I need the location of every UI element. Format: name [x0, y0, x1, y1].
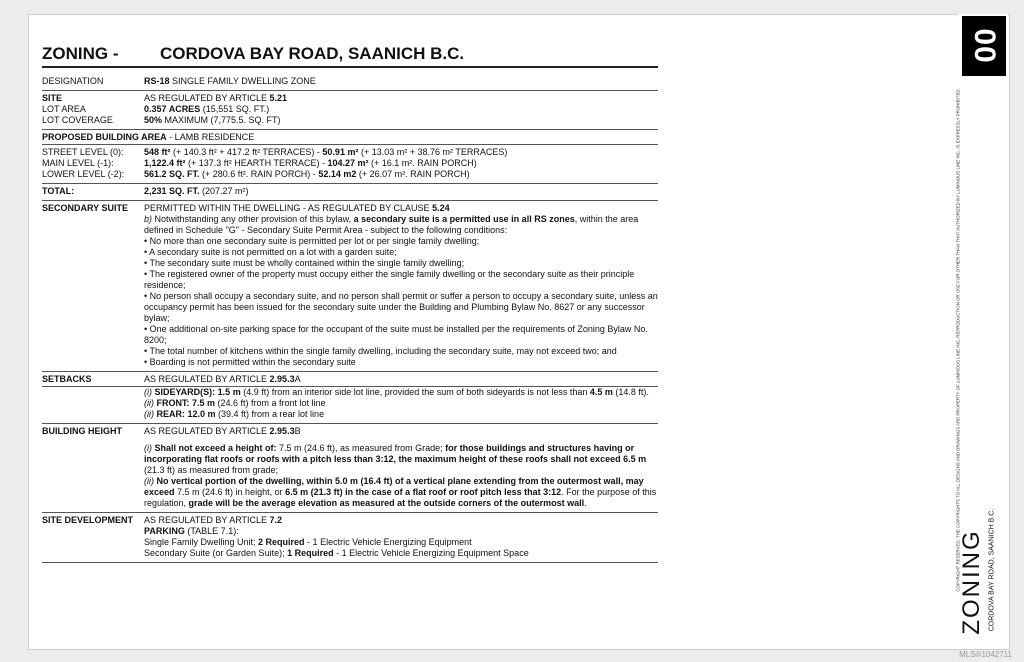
- secondary-suite-section: [42, 201, 658, 372]
- site-regulation: AS REGULATED BY ARTICLE 5.21: [144, 93, 288, 103]
- site-development-body: AS REGULATED BY ARTICLE 7.2 PARKING (TABLE 7.1): Single Family Dwelling Unit; 2 Required - 1 Electric Vehicle Energizing Equipment Secondary Suite (or Garden Suite); 1 Required - 1 Electric Vehicle Energizing Equipment Space: [144, 515, 529, 558]
- list-item: • The registered owner of the property must occupy either the single family dwelling or the secondary suite as their principle residence;: [144, 269, 635, 290]
- page-number-badge: 00: [962, 16, 1006, 76]
- list-item: • The secondary suite must be wholly contained within the single family dwelling;: [144, 258, 465, 268]
- site-label: SITE: [42, 93, 63, 103]
- setbacks-label: SETBACKS: [42, 374, 92, 384]
- title-address: CORDOVA BAY ROAD, SAANICH B.C.: [160, 44, 465, 63]
- list-item: (i) SIDEYARD(S): 1.5 m (4.9 ft) from an interior side lot line, provided the sum of both sideyards is not less than 4.5 m (14.8 ft).: [144, 387, 649, 397]
- sheet-address: CORDOVA BAY ROAD, SAANICH B.C.: [988, 508, 996, 632]
- title-prefix: ZONING -: [42, 44, 119, 63]
- building-area-heading: PROPOSED BUILDING AREA - LAMB RESIDENCE: [42, 132, 255, 142]
- site-section: [42, 91, 658, 130]
- secondary-suite-body: PERMITTED WITHIN THE DWELLING - AS REGULATED BY CLAUSE 5.24 b) Notwithstanding any other provision of this bylaw, a secondary suite is a permitted use in all RS zones, within the area defined in Schedule "G" - Secondary Suite Permit Area - subject to the following conditions: • No more than one secondary suite is permitted per lot or per single family dwelling; • A secondary suite is not permitted on a lot with a garden suite; • The secondary suite must be wholly contained within the single family dwelling; • The registered owner of the property must occupy either the single family dwelling or the secondary suite as their principle residence; • No person shall occupy a secondary suite, and no person shall permit or suffer a person to occupy a secondary suite, unless an occupancy permit has been issued for the secondary suite under the Building and Plumbing Bylaw No. 8627 or any successor bylaw; • One additional on-site parking space for the occupant of the suite must be installed per the requirements of Zoning Bylaw No. 8200; • The total number of kitchens within the single family dwelling, including the secondary suite, may not exceed two; and • Boarding is not permitted within the secondary suite: [144, 203, 658, 367]
- building-height-label: BUILDING HEIGHT: [42, 426, 122, 436]
- list-item: (ii) FRONT: 7.5 m (24.6 ft) from a front lot line: [144, 398, 326, 408]
- zoning-table: [42, 74, 658, 563]
- lot-coverage-label: LOT COVERAGE: [42, 115, 113, 125]
- total-value: 2,231 SQ. FT. (207.27 m²): [144, 186, 249, 196]
- list-item: • A secondary suite is not permitted on a lot with a garden suite;: [144, 247, 397, 257]
- building-height-body: AS REGULATED BY ARTICLE 2.95.3B (i) Shall not exceed a height of: 7.5 m (24.6 ft), as measured from Grade; for those buildings and structures having or incorporating flat roofs or roofs with a pitch less than 3:12, the maximum height of these roofs shall not exceed 6.5 m (21.3 ft) as measured from grade; (ii) No vertical portion of the dwelling, within 5.0 m (16.4 ft) of a vertical plane extending from the outermost wall, may exceed 7.5 m (24.6 ft) in height, or 6.5 m (21.3 ft) in the case of a flat roof or roof pitch less that 3:12. For the purpose of this regulation, grade will be the average elevation as measured at the outside corners of the outermost wall.: [144, 426, 657, 508]
- sheet-title: ZONING: [958, 529, 985, 635]
- secondary-suite-label: SECONDARY SUITE: [42, 203, 129, 213]
- list-item: (ii) REAR: 12.0 m (39.4 ft) from a rear lot line: [144, 409, 325, 419]
- building-area-section: [42, 130, 658, 184]
- area-row: MAIN LEVEL (-1): 1,122.4 ft² (+ 137.3 ft² HEARTH TERRACE) - 104.27 m² (+ 16.1 m². RAIN PORCH): [42, 158, 477, 168]
- list-item: • No person shall occupy a secondary suite, and no person shall permit or suffer a person to occupy a secondary suite, unless an occupancy permit has been issued for the secondary suite under the Building and Plumbing Bylaw No. 8627 or any successor bylaw;: [144, 291, 658, 323]
- site-development-section: [42, 513, 658, 563]
- list-item: • Boarding is not permitted within the secondary suite: [144, 357, 356, 367]
- site-development-label: SITE DEVELOPMENT: [42, 515, 134, 525]
- lot-area-label: LOT AREA: [42, 104, 86, 114]
- lot-coverage-value: 50% MAXIMUM (7,775.5. SQ. FT): [144, 115, 281, 125]
- page-title: [42, 44, 658, 68]
- list-item: • No more than one secondary suite is permitted per lot or per single family dwelling;: [144, 236, 480, 246]
- area-row: STREET LEVEL (0): 548 ft² (+ 140.3 ft² + 417.2 ft² TERRACES) - 50.91 m² (+ 13.03 m² + 38.76 m² TERRACES): [42, 147, 508, 157]
- designation-section: [42, 74, 658, 91]
- setbacks-regulation: AS REGULATED BY ARTICLE 2.95.3A: [144, 374, 301, 384]
- setbacks-section: [42, 372, 658, 424]
- lot-area-value: 0.357 ACRES (15,551 SQ. FT.): [144, 104, 270, 114]
- mls-watermark: MLS®1042711: [959, 650, 1012, 659]
- total-label: TOTAL:: [42, 186, 75, 196]
- building-height-section: [42, 424, 658, 513]
- area-row: LOWER LEVEL (-2): 561.2 SQ. FT. (+ 280.6 ft². RAIN PORCH) - 52.14 m2 (+ 26.07 m². RAIN PORCH): [42, 169, 470, 179]
- designation-label: DESIGNATION: [42, 76, 104, 86]
- list-item: • One additional on-site parking space for the occupant of the suite must be installed per the requirements of Zoning Bylaw No. 8200;: [144, 324, 648, 345]
- copyright-notice: COPYRIGHT RESERVED. THE COPYRIGHTS TO ALL DESIGNS AND DRAWINGS ARE PROPERTY OF LUMINOUS LINE INC. REPRODUCTION OR USE FOR OTHER THAN THAT AUTHORIZED BY LUMINOUS LINE INC. IS EXPRESSLY PROHIBITED.: [955, 88, 961, 592]
- total-section: [42, 184, 658, 201]
- list-item: • The total number of kitchens within the single family dwelling, including the secondary suite, may not exceed two; and: [144, 346, 617, 356]
- designation-value: RS-18 SINGLE FAMILY DWELLING ZONE: [144, 76, 316, 86]
